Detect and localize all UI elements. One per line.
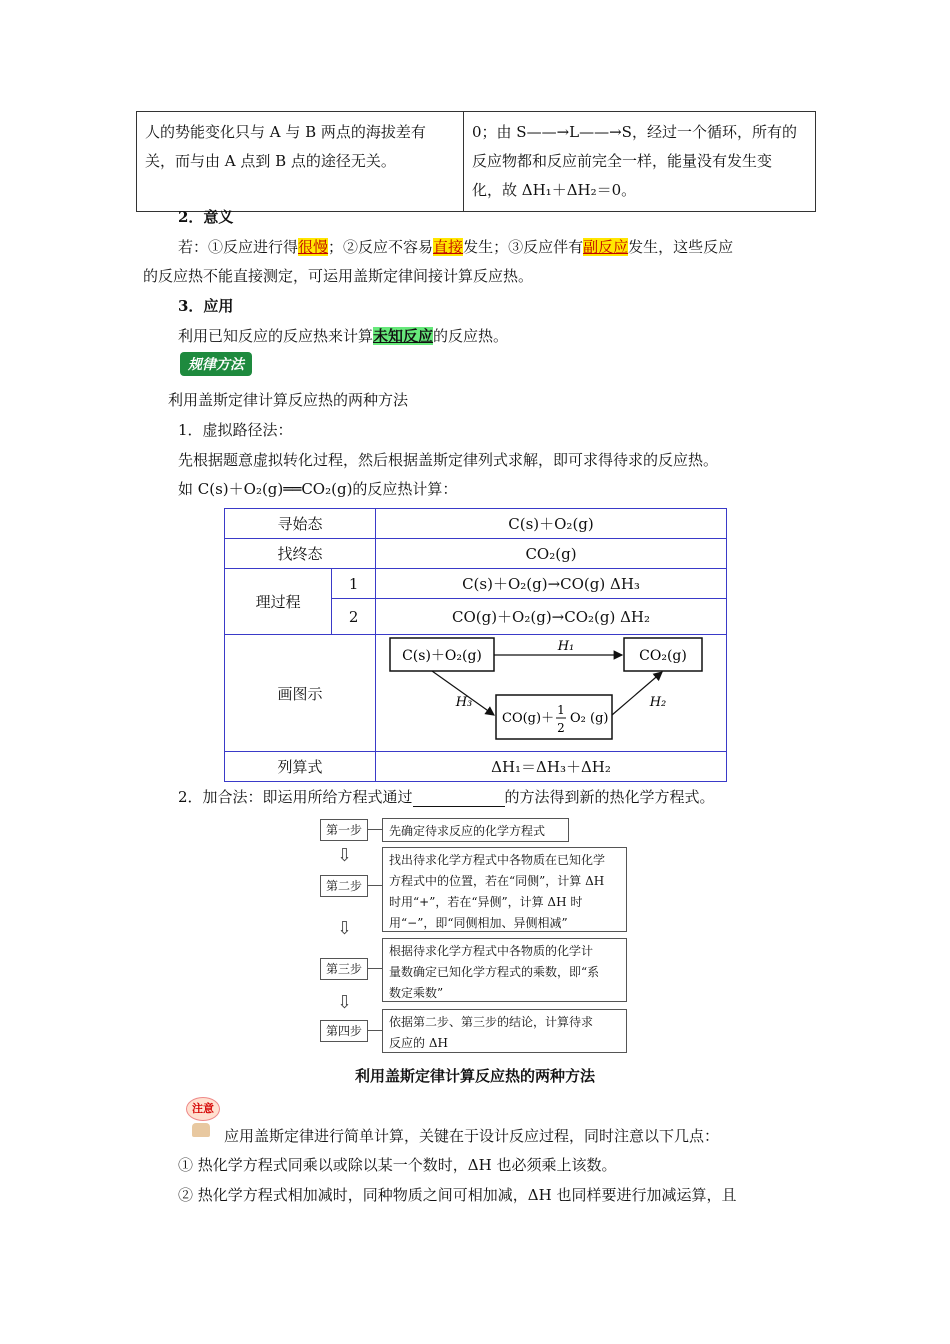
path-diagram [376, 635, 726, 751]
note-line: ① 热化学方程式同乘以或除以某一个数时，ΔH 也必须乘上该数。 [178, 1156, 617, 1174]
text-run: ；②反应不容易 [328, 238, 434, 256]
paragraph [178, 237, 733, 257]
initial-state-label: C(s)＋O₂(g) [402, 648, 482, 664]
step-label: 第四步 [320, 1020, 368, 1042]
section-heading: 2．意义 [178, 208, 234, 226]
connector [368, 829, 382, 830]
text-line: 数定乘数” [389, 986, 444, 1000]
methods-title: 利用盖斯定律计算反应热的两种方法 [168, 391, 409, 409]
text-line: 反应物都和反应前完全一样，能量没有发生变 [472, 152, 773, 170]
text-line: 依据第二步、第三步的结论，计算待求 [389, 1015, 594, 1029]
highlight-answer: 副反应 [583, 238, 629, 256]
connector [368, 1030, 382, 1031]
text-line: 找出待求化学方程式中各物质在已知化学 [389, 853, 606, 867]
note-icon [186, 1097, 220, 1141]
fill-in-blank[interactable] [413, 790, 505, 807]
subheading: 1．虚拟路径法： [178, 421, 293, 439]
step-description [382, 847, 627, 932]
intermediate-label-b: O₂ (g) [570, 711, 609, 726]
section-heading: 3．应用 [178, 297, 234, 315]
row-value: C(s)＋O₂(g) [376, 509, 727, 539]
paragraph [178, 326, 508, 346]
row-label: 寻始态 [225, 509, 376, 539]
highlight-answer: 未知反应 [373, 327, 434, 345]
step-number: 2 [332, 599, 376, 635]
diagram-cell [376, 635, 727, 752]
final-state-label: CO₂(g) [639, 648, 687, 664]
step-label: 第一步 [320, 819, 368, 841]
intermediate-label-a: CO(g)＋ [502, 711, 555, 726]
method-badge: 规律方法 [180, 352, 252, 376]
comparison-left-cell [137, 112, 464, 212]
virtual-path-table [224, 508, 727, 782]
text-line: 根据待求化学方程式中各物质的化学计 [389, 944, 594, 958]
comparison-right-cell [464, 112, 816, 212]
text-line: 化，故 ΔH₁＋ΔH₂＝0。 [472, 181, 637, 199]
text-run: 发生；③反应伴有 [463, 238, 584, 256]
step-description [382, 938, 627, 1002]
text-run: 若：①反应进行得 [178, 238, 299, 256]
step-number: 1 [332, 569, 376, 599]
fraction-numerator: 1 [557, 703, 565, 717]
text-line: 关，而与由 A 点到 B 点的途径无关。 [145, 152, 396, 170]
label-h2: H₂ [649, 695, 667, 710]
step-label: 第三步 [320, 958, 368, 980]
fraction-denominator: 2 [557, 721, 565, 735]
down-arrow-icon: ⇩ [337, 845, 353, 866]
row-label: 画图示 [225, 635, 376, 752]
row-value: C(s)＋O₂(g)→CO(g) ΔH₃ [376, 569, 727, 599]
text-line: 反应的 ΔH [389, 1036, 448, 1050]
paragraph: 先根据题意虚拟转化过程，然后根据盖斯定律列式求解，即可求得待求的反应热。 [178, 451, 719, 469]
note-line: ② 热化学方程式相加减时，同种物质之间可相加减，ΔH 也同样要进行加减运算，且 [178, 1186, 737, 1204]
text-line: 先确定待求反应的化学方程式 [389, 824, 546, 838]
paragraph [178, 787, 715, 807]
text-run: 利用已知反应的反应热来计算 [178, 327, 374, 345]
row-label: 找终态 [225, 539, 376, 569]
step-description [382, 1009, 627, 1053]
text-line: 人的势能变化只与 A 与 B 两点的海拔差有 [145, 123, 426, 141]
connector [368, 968, 382, 969]
text-run: 2．加合法：即运用所给方程式通过 [178, 788, 413, 806]
label-h3: H₃ [455, 695, 473, 710]
paragraph: 如 C(s)＋O₂(g)══CO₂(g)的反应热计算： [178, 480, 458, 498]
row-value: CO(g)＋O₂(g)→CO₂(g) ΔH₂ [376, 599, 727, 635]
note-label: 注意 [186, 1097, 220, 1121]
note-line: 应用盖斯定律进行简单计算，关键在于设计反应过程，同时注意以下几点： [224, 1127, 720, 1145]
text-line: 0；由 S——→L——→S，经过一个循环，所有的 [472, 123, 797, 141]
text-line: 量数确定已知化学方程式的乘数，即“系 [389, 965, 600, 979]
text-line: 时用“+”，若在“异侧”，计算 ΔH 时 [389, 895, 583, 909]
step-description [382, 818, 569, 842]
step-label: 第二步 [320, 875, 368, 897]
row-label: 理过程 [225, 569, 332, 635]
comparison-table [136, 111, 816, 212]
text-run: 的反应热。 [433, 327, 509, 345]
highlight-answer: 很慢 [298, 238, 329, 256]
row-label: 列算式 [225, 752, 376, 782]
hand-icon [192, 1123, 210, 1137]
highlight-answer: 直接 [433, 238, 464, 256]
down-arrow-icon: ⇩ [337, 992, 353, 1013]
connector [368, 885, 382, 886]
text-run: 的方法得到新的热化学方程式。 [504, 788, 715, 806]
row-value: CO₂(g) [376, 539, 727, 569]
text-line: 方程式中的位置，若在“同侧”，计算 ΔH [389, 874, 605, 888]
flowchart-caption: 利用盖斯定律计算反应热的两种方法 [354, 1067, 595, 1085]
down-arrow-icon: ⇩ [337, 918, 353, 939]
label-h1: H₁ [557, 639, 575, 654]
text-line: 用“−”，即“同侧相加、异侧相减” [389, 916, 568, 930]
paragraph: 的反应热不能直接测定，可运用盖斯定律间接计算反应热。 [143, 267, 534, 285]
row-value: ΔH₁＝ΔH₃＋ΔH₂ [376, 752, 727, 782]
text-run: 发生，这些反应 [628, 238, 734, 256]
